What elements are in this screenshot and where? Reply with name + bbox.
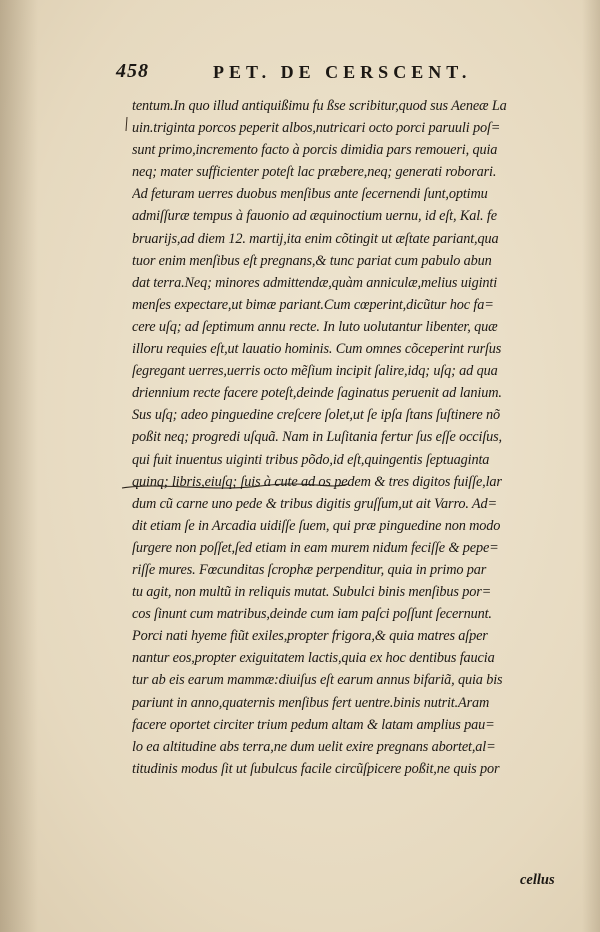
text-line: Ad feturam uerres duobus menſibus ante ſecernendi ſunt,optimu (132, 186, 488, 203)
text-line: menſes expectare,ut bimæ pariant.Cum cœperint,dicũtur hoc fa= (132, 296, 494, 313)
text-line: Porci nati hyeme fiũt exiles,propter frigora,& quia matres aſper (132, 628, 488, 645)
text-line: riſſe mures. Fœcunditas ſcrophæ perpenditur, quia in primo par (132, 561, 487, 578)
text-line: lo ea altitudine abs terra,ne dum uelit exire pregnans abortet,al= (132, 738, 496, 755)
text-line: nantur eos,propter exiguitatem lactis,quia ex hoc dentibus faucia (132, 650, 495, 667)
text-line: pariunt in anno,quaternis menſibus fert uentre.binis nutrit.Aram (132, 694, 490, 711)
catchword: cellus (520, 872, 555, 888)
text-line: dat terra.Neq; minores admittendæ,quàm anniculæ,melius uiginti (132, 274, 498, 291)
text-line: driennium recte facere poteſt,deinde ſaginatus peruenit ad lanium. (132, 385, 502, 402)
page-header (108, 60, 508, 86)
text-line: facere oportet circiter trium pedum altam & latam amplius pau= (132, 716, 495, 733)
text-line: dum cũ carne uno pede & tribus digitis gruſſum,ut ait Varro. Ad= (132, 495, 498, 512)
text-line: dit etiam ſe in Arcadia uidiſſe ſuem, qui præ pinguedine non modo (132, 517, 501, 534)
text-line: ſurgere non poſſet,ſed etiam in eam murem nidum feciſſe & pepe= (132, 539, 499, 556)
text-line: illoru requies eſt,ut lauatio hominis. Cum omnes cõceperint rurſus (132, 341, 502, 358)
text-line: Sus uſq; adeo pinguedine creſcere ſolet,ut ſe ipſa ſtans ſuſtinere nõ (132, 407, 501, 424)
text-line: tu agit, non multũ in reliquis mutat. Subulci binis menſibus por= (132, 584, 492, 601)
text-line: admiſſuræ tempus à fauonio ad æquinoctium uernu, id eſt, Kal. fe (132, 208, 497, 225)
text-line: cere uſq; ad ſeptimum annu recte. In luto uolutantur libenter, quæ (132, 318, 498, 335)
text-line: tur ab eis earum mammæ:diuiſus eſt earum annus bifariã, quia bis (132, 672, 503, 689)
page-edge-shadow (582, 0, 600, 932)
spine-shadow (0, 0, 38, 932)
text-line: ſegregant uerres,uerris octo mẽſium incipit ſalire,idq; uſq; ad qua (132, 363, 498, 380)
text-line: uin.triginta porcos peperit albos,nutricari octo porci paruuli poſ= (132, 120, 501, 137)
text-line: bruarijs,ad diem 12. martij,ita enim cõtingit ut æſtate pariant,qua (132, 230, 499, 247)
running-head: PET. DE CERSCENT. (213, 62, 472, 82)
text-line: tuor enim menſibus eſt pregnans,& tunc pariat cum pabulo abun (132, 252, 492, 269)
folio-number: 458 (116, 60, 149, 82)
text-line: cos ſinunt cum matribus,deinde cum iam paſci poſſunt ſecernunt. (132, 606, 492, 623)
text-line: neq; mater sufficienter poteſt lac præbere,neq; generati roborari. (132, 164, 497, 181)
text-line: titudinis modus ſit ut ſubulcus facile circũſpicere poßit,ne quis por (132, 760, 500, 777)
text-line: quinq; libris,eiuſq; ſuis à cute ad os pedem & tres digitos fuiſſe,lar (132, 473, 502, 490)
margin-ink-mark (124, 117, 130, 131)
text-line: tentum.In quo illud antiquißimu fu ßse scribitur,quod sus Aeneæ La (132, 98, 507, 114)
text-line: sunt primo,incremento facto à porcis dimidia pars remoueri, quia (132, 142, 498, 159)
body-text (132, 95, 576, 780)
text-line: poßit neq; progredi uſquã. Nam in Luſitania fertur ſus eſſe occiſus, (132, 429, 502, 446)
text-line: qui fuit inuentus uiginti tribus põdo,id eſt,quingentis ſeptuaginta (132, 451, 490, 468)
